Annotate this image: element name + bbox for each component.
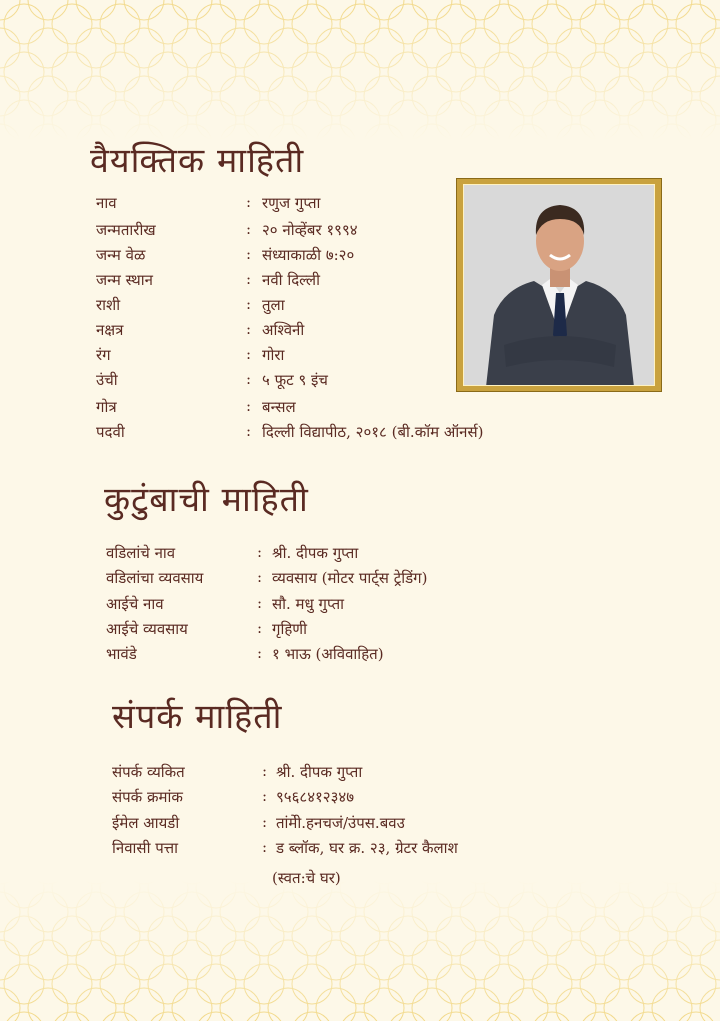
colon-separator: :: [262, 813, 268, 831]
colon-separator: :: [262, 762, 268, 780]
family-field-label: भावंडे: [106, 645, 137, 663]
personal-field-value: अश्विनी: [262, 321, 305, 339]
personal-field-label: नक्षत्र: [96, 321, 124, 339]
personal-field-label: नाव: [96, 194, 117, 212]
family-field-label: आईचे नाव: [106, 595, 164, 613]
contact-field-label: ईमेल आयडी: [112, 814, 180, 832]
personal-field-value: ५ फूट ९ इंच: [262, 371, 328, 389]
colon-separator: :: [246, 345, 252, 363]
family-field-label: वडिलांचे नाव: [106, 544, 176, 562]
personal-field-label: राशी: [96, 296, 121, 314]
colon-separator: :: [246, 422, 252, 440]
family-field-value: १ भाऊ (अविवाहित): [272, 645, 384, 663]
family-heading: कुटुंबाची माहिती: [104, 480, 309, 520]
personal-field-label: जन्म स्थान: [96, 271, 153, 289]
personal-field-value: दिल्ली विद्यापीठ, २०१८ (बी.कॉम ऑनर्स): [262, 423, 484, 441]
colon-separator: :: [246, 270, 252, 288]
colon-separator: :: [262, 787, 268, 805]
personal-field-label: गोत्र: [96, 398, 117, 416]
personal-field-label: रंग: [96, 346, 111, 364]
colon-separator: :: [257, 644, 263, 662]
colon-separator: :: [246, 320, 252, 338]
colon-separator: :: [246, 397, 252, 415]
family-field-value: सौ. मधु गुप्ता: [272, 595, 345, 613]
contact-field-label: संपर्क व्यकित: [112, 763, 185, 781]
colon-separator: :: [257, 543, 263, 561]
colon-separator: :: [246, 220, 252, 238]
personal-field-label: जन्मतारीख: [96, 221, 156, 239]
personal-field-value: २० नोव्हेंबर १९९४: [262, 221, 358, 239]
colon-separator: :: [262, 838, 268, 856]
personal-field-value: रणुज गुप्ता: [262, 194, 321, 212]
colon-separator: :: [257, 568, 263, 586]
family-field-value: गृहिणी: [272, 620, 308, 638]
personal-heading: वैयक्तिक माहिती: [90, 141, 305, 181]
personal-field-value: संध्याकाळी ७:२०: [262, 246, 355, 264]
colon-separator: :: [246, 245, 252, 263]
personal-field-value: गोरा: [262, 346, 285, 364]
contact-field-value: तांमेी.हनचजं/उंपस.बवउ: [276, 814, 405, 832]
family-field-value: व्यवसाय (मोटर पार्ट्स ट्रेडिंग): [272, 569, 428, 587]
colon-separator: :: [257, 619, 263, 637]
colon-separator: :: [246, 193, 252, 211]
contact-field-value: श्री. दीपक गुप्ता: [276, 763, 363, 781]
contact-field-label: निवासी पत्ता: [112, 839, 178, 857]
profile-photo: [463, 184, 655, 386]
colon-separator: :: [257, 594, 263, 612]
personal-field-value: नवी दिल्ली: [262, 271, 320, 289]
personal-field-value: बन्सल: [262, 398, 296, 416]
address-line-2: (स्वत:चे घर): [272, 869, 341, 887]
personal-field-label: उंची: [96, 371, 118, 389]
contact-heading: संपर्क माहिती: [112, 697, 283, 737]
family-field-value: श्री. दीपक गुप्ता: [272, 544, 359, 562]
colon-separator: :: [246, 370, 252, 388]
personal-field-value: तुला: [262, 296, 285, 314]
contact-field-value: ड ब्लॉक, घर क्र. २३, ग्रेटर कैलाश: [276, 839, 458, 857]
family-field-label: आईचे व्यवसाय: [106, 620, 188, 638]
personal-field-label: पदवी: [96, 423, 125, 441]
family-field-label: वडिलांचा व्यवसाय: [106, 569, 204, 587]
contact-field-value: ९५६८४१२३४७: [276, 788, 355, 806]
personal-field-label: जन्म वेळ: [96, 246, 146, 264]
colon-separator: :: [246, 295, 252, 313]
photo-frame: [456, 178, 662, 392]
contact-field-label: संपर्क क्रमांक: [112, 788, 183, 806]
